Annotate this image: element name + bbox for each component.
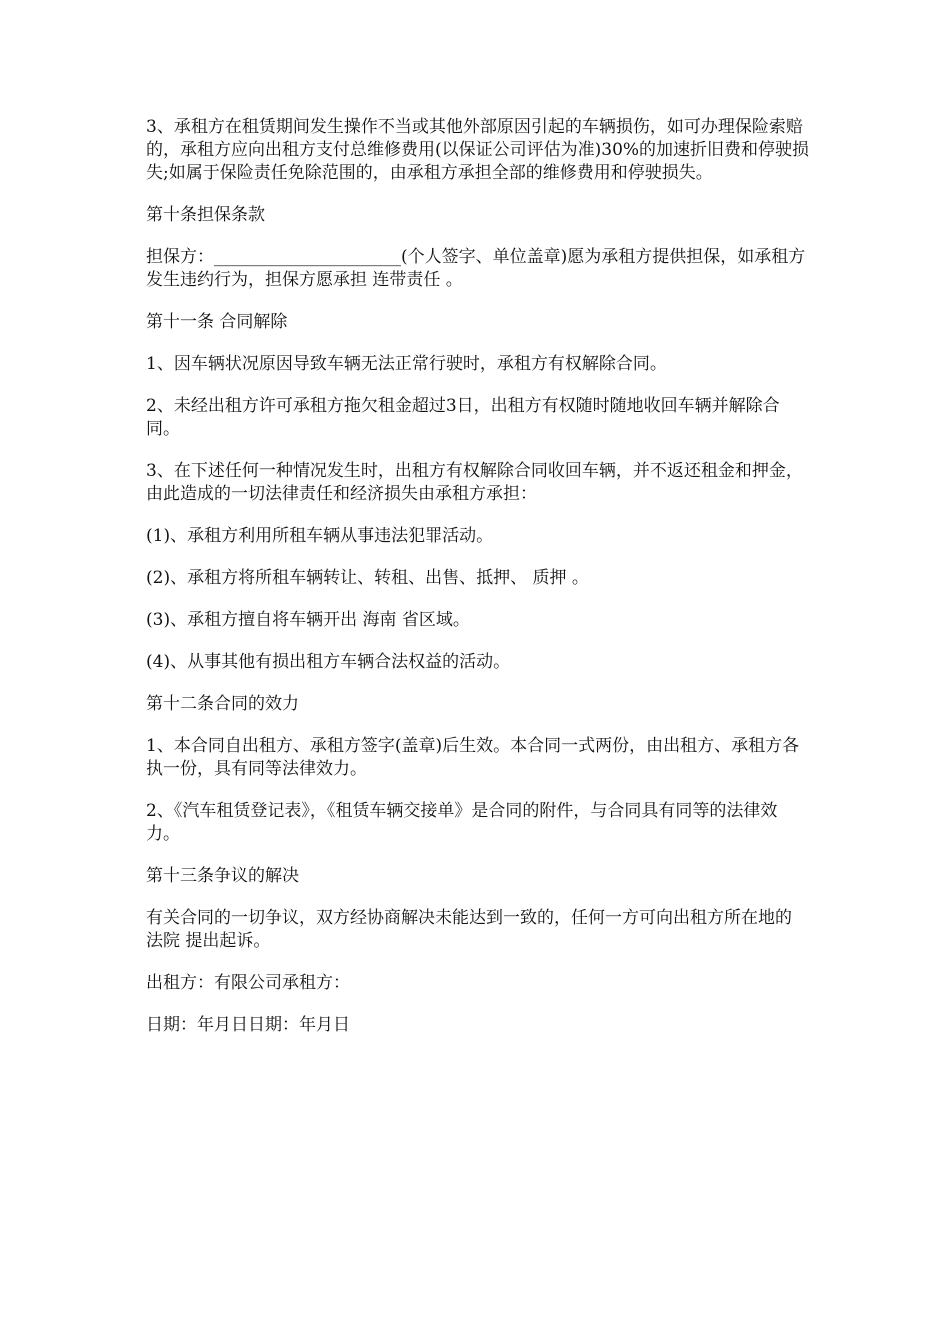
clause-item-3: (3)、承租方擅自将车辆开出 海南 省区域。 (146, 610, 470, 630)
clause-paragraph-termination-1: 1、因车辆状况原因导致车辆无法正常行驶时，承租方有权解除合同。 (146, 354, 667, 374)
clause-item-1: (1)、承租方利用所租车辆从事违法犯罪活动。 (146, 526, 494, 546)
clause-paragraph-termination-2: 2、未经出租方许可承租方拖欠租金超过3日，出租方有权随时随地收回车辆并解除合同。 (146, 396, 780, 439)
clause-paragraph-dispute: 有关合同的一切争议，双方经协商解决未能达到一致的，任何一方可向出租方所在地的 法院 提出起诉。 (146, 908, 798, 951)
clause-item-2: (2)、承租方将所租车辆转让、转租、出售、抵押、 质押 。 (146, 568, 589, 588)
document-page (146, 116, 810, 1056)
date-line: 日期：年月日日期：年月日 (146, 1015, 350, 1035)
clause-paragraph-damage: 3、承租方在租赁期间发生操作不当或其他外部原因引起的车辆损伤，如可办理保险索赔的，承租方应向出租方支付总维修费用(以保证公司评估为准)30%的加速折旧费和停驶损失;如属于保险责任免除范围的，由承租方承担全部的维修费用和停驶损失。 (146, 117, 810, 183)
section-heading-termination: 第十一条 合同解除 (146, 312, 288, 332)
clause-paragraph-termination-3: 3、在下述任何一种情况发生时，出租方有权解除合同收回车辆，并不返还租金和押金，由此造成的一切法律责任和经济损失由承租方承担： (146, 461, 803, 504)
section-heading-validity: 第十二条合同的效力 (146, 694, 299, 714)
signature-line: 出租方：有限公司承租方： (146, 973, 350, 993)
section-heading-guarantee: 第十条担保条款 (146, 205, 265, 225)
clause-paragraph-validity-1: 1、本合同自出租方、承租方签字(盖章)后生效。本合同一式两份，由出租方、承租方各执一份，具有同等法律效力。 (146, 736, 800, 779)
clause-paragraph-guarantor: 担保方：______________________(个人签字、单位盖章)愿为承租方提供担保，如承租方发生违约行为，担保方愿承担 连带责任 。 (146, 247, 806, 290)
section-heading-dispute: 第十三条争议的解决 (146, 866, 299, 886)
clause-item-4: (4)、从事其他有损出租方车辆合法权益的活动。 (146, 652, 511, 672)
clause-paragraph-validity-2: 2、《汽车租赁登记表》，《租赁车辆交接单》是合同的附件，与合同具有同等的法律效力。 (146, 801, 778, 844)
